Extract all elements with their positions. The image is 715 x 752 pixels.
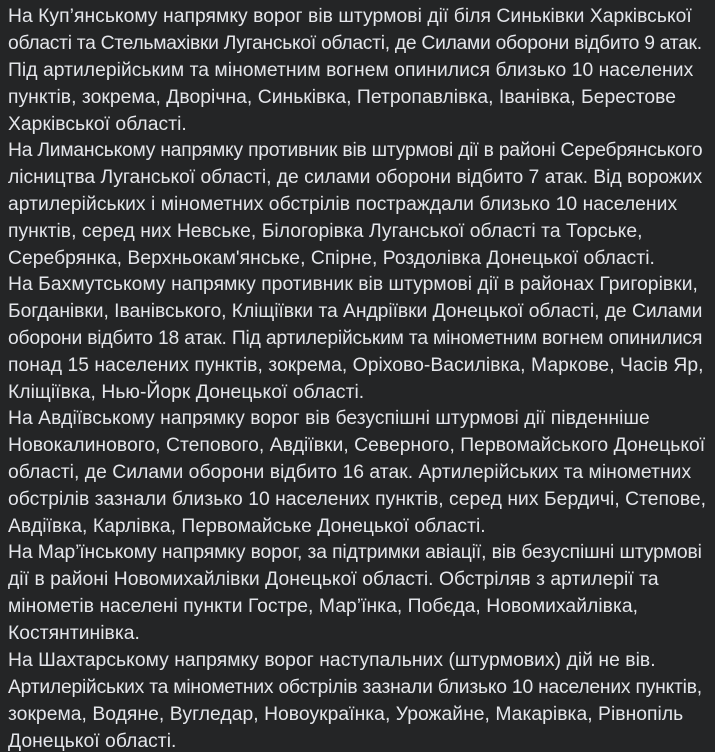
text-line: обстрілів зазнали близько 10 населених пунктів, серед них Бердичі, Степове, bbox=[8, 489, 707, 510]
text-line: Богданівки, Іванівського, Кліщіївки та Андріївки Донецької області, де Силами bbox=[8, 301, 703, 322]
text-line: зокрема, Водяне, Вугледар, Новоукраїнка, Урожайне, Макарівка, Рівнопіль bbox=[8, 704, 684, 725]
paragraph-bakhmut bbox=[8, 271, 708, 406]
text-line: На Авдіївському напрямку ворог вів безуспішні штурмові дії південніше bbox=[8, 408, 650, 429]
text-line: Серебрянка, Верхньокам'янське, Спірне, Роздолівка Донецької області. bbox=[8, 248, 655, 269]
text-line: Під артилерійським та мінометним вогнем опинилися близько 10 населених bbox=[8, 60, 694, 81]
paragraph-marinka bbox=[8, 539, 708, 647]
text-line: пунктів, серед них Невське, Білогорівка Луганської області та Торське, bbox=[8, 221, 643, 242]
text-line: На Куп’янському напрямку ворог вів штурмові дії біля Синьківки Харківської bbox=[8, 6, 692, 27]
text-line: лісництва Луганської області, де силами оборони відбито 7 атак. Від ворожих bbox=[8, 167, 703, 188]
text-line: дії в районі Новомихайлівки Донецької області. Обстріляв з артилерії та bbox=[8, 569, 659, 590]
text-line: мінометів населені пункти Гостре, Мар’їнка, Побєда, Новомихайлівка, bbox=[8, 596, 639, 617]
paragraph-avdiivka bbox=[8, 405, 708, 540]
text-line: Донецької області. bbox=[8, 731, 177, 752]
text-line: пунктів, зокрема, Дворічна, Синьківка, Петропавлівка, Іванівка, Берестове bbox=[8, 87, 677, 108]
text-line: Харківської області. bbox=[8, 114, 187, 135]
text-line: області та Стельмахівки Луганської області, де Силами оборони відбито 9 атак. bbox=[8, 33, 702, 54]
text-line: На Лиманському напрямку противник вів штурмові дії в районі Серебрянського bbox=[8, 140, 703, 161]
text-line: На Бахмутському напрямку противник вів штурмові дії в районах Григорівки, bbox=[8, 274, 698, 295]
text-line: Артилерійських та мінометних обстрілів зазнали близько 10 населених пунктів, bbox=[8, 677, 702, 698]
paragraph-shakhtarsk bbox=[8, 647, 708, 752]
paragraph-kupiansk bbox=[8, 3, 708, 138]
text-line: області, де Силами оборони відбито 16 атак. Артилерійських та мінометних bbox=[8, 462, 692, 483]
text-line: Авдіївка, Карлівка, Первомайське Донецької області. bbox=[8, 516, 486, 537]
text-line: Новокалинового, Степового, Авдіївки, Северного, Первомайського Донецької bbox=[8, 435, 706, 456]
text-line: оборони відбито 18 атак. Під артилерійським та мінометним вогнем опинилися bbox=[8, 328, 703, 349]
text-line: На Шахтарському напрямку ворог наступальних (штурмових) дій не вів. bbox=[8, 650, 656, 671]
paragraph-lyman bbox=[8, 137, 708, 272]
text-line: На Мар’їнському напрямку ворог, за підтримки авіації, вів безуспішні штурмові bbox=[8, 542, 702, 563]
text-line: понад 15 населених пунктів, зокрема, Оріхово-Василівка, Маркове, Часів Яр, bbox=[8, 355, 704, 376]
text-line: Кліщіївка, Нью-Йорк Донецької області. bbox=[8, 382, 365, 403]
text-line: Костянтинівка. bbox=[8, 623, 140, 644]
text-line: артилерійських і мінометних обстрілів постраждали близько 10 населених bbox=[8, 194, 678, 215]
